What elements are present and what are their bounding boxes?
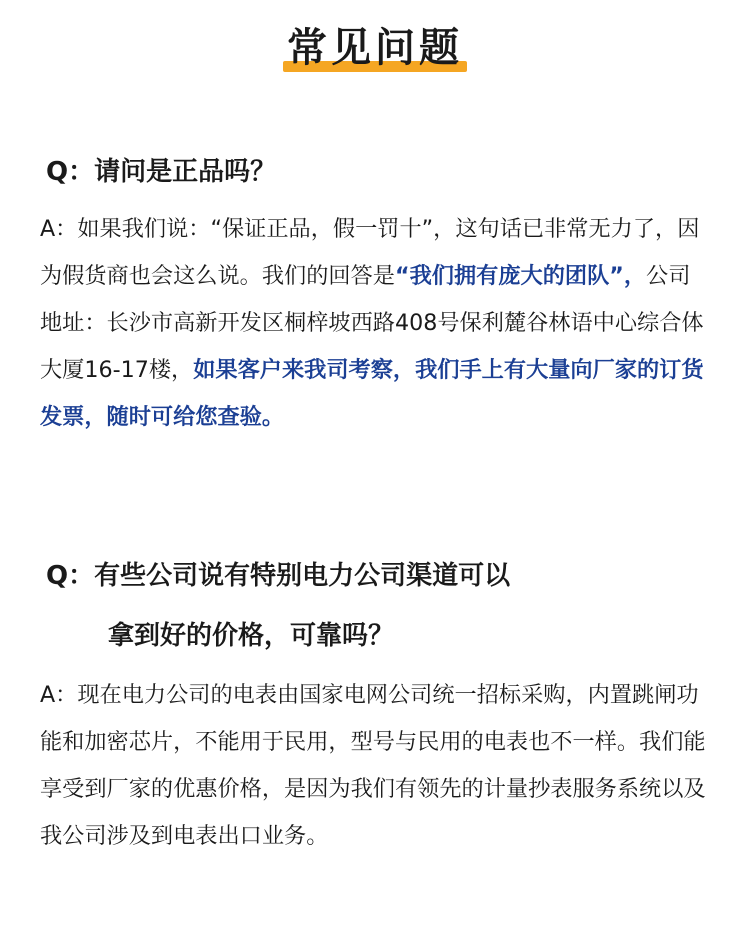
faq-answer-1-address: 公司地址：长沙市高新开发区桐梓坡西路408号保利麓谷林语中心综合体大厦16-17楼， bbox=[40, 263, 704, 383]
faq-question-2-line2: 拿到好的价格，可靠吗？ bbox=[108, 621, 395, 651]
faq-answer-1-text: A：如果我们说：“保证正品，假一罚十”，这句话已非常无力了，因为假货商也会这么说。我们的回答是 bbox=[40, 216, 700, 289]
faq-answer-1 bbox=[40, 206, 710, 441]
header bbox=[0, 20, 750, 76]
faq-question-2 bbox=[46, 552, 706, 660]
faq-answer-1-highlight-invoice: 如果客户来我司考察，我们手上有大量向厂家的订货发票，随时可给您查验。 bbox=[40, 357, 704, 430]
page-title bbox=[283, 20, 467, 76]
faq-answer-2: A：现在电力公司的电表由国家电网公司统一招标采购，内置跳闸功能和加密芯片，不能用于民用，型号与民用的电表也不一样。我们能享受到厂家的优惠价格，是因为我们有领先的计量抄表服务系统以及我公司涉及到电表出口业务。 bbox=[40, 682, 706, 849]
faq-answer-1-highlight-team: “我们拥有庞大的团队”， bbox=[395, 263, 647, 289]
page-title-text: 常见问题 bbox=[287, 25, 463, 71]
faq-question-1: Q：请问是正品吗？ bbox=[46, 157, 277, 187]
faq-question-2-line1: Q：有些公司说有特别电力公司渠道可以 bbox=[46, 561, 511, 591]
